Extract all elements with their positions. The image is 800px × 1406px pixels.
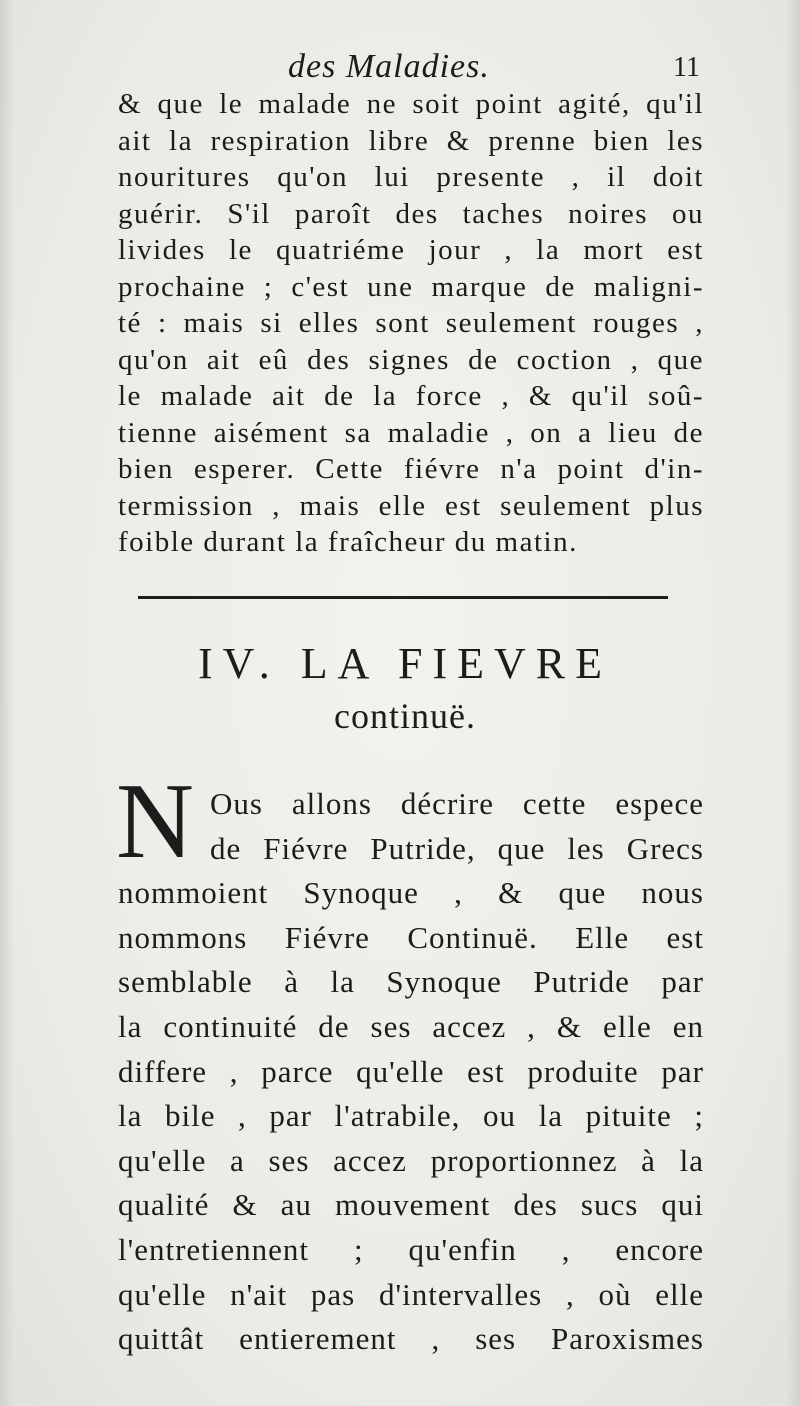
- text-line: livides le quatriéme jour , la mort est: [118, 234, 704, 266]
- text-line: qu'elle n'ait pas d'intervalles , où elle: [118, 1276, 704, 1312]
- text-line: guérir. S'il paroît des taches noires ou: [118, 197, 704, 230]
- body-paragraph: [118, 782, 704, 1362]
- text-line: nommons Fiévre Continuë. Elle est: [118, 919, 704, 955]
- text-line: quittât entierement , ses Paroxismes: [118, 1321, 704, 1357]
- page-edge-left: [0, 0, 14, 1406]
- text-line: qu'on ait eû des signes de coction , que: [118, 343, 704, 376]
- text-line: Ous allons décrire cette espece: [210, 786, 704, 821]
- text-line: le malade ait de la force , & qu'il soû-: [118, 380, 704, 412]
- text-line: la continuité de ses accez , & elle en: [118, 1008, 704, 1044]
- running-title: des Maladies.: [288, 48, 490, 85]
- text-line: té : mais si elles sont seulement rouges ,: [118, 307, 704, 339]
- text-line: tienne aisément sa maladie , on a lieu de: [118, 416, 704, 449]
- text-line: ait la respiration libre & prenne bien les: [118, 124, 704, 157]
- section-divider-rule: [138, 596, 668, 599]
- page-edge-right: [786, 0, 800, 1406]
- continued-paragraph: [118, 86, 704, 561]
- text-line: l'entretiennent ; qu'enfin , encore: [118, 1231, 704, 1267]
- text-line: foible durant la fraîcheur du matin.: [118, 526, 578, 558]
- text-line: semblable à la Synoque Putride par: [118, 964, 704, 1000]
- page-number: 11: [673, 52, 700, 83]
- text-line: prochaine ; c'est une marque de maligni-: [118, 270, 704, 303]
- section-subheading: continuë.: [334, 696, 476, 736]
- text-line: la bile , par l'atrabile, ou la pituite ;: [118, 1098, 704, 1134]
- text-line: & que le malade ne soit point agité, qu'il: [118, 88, 704, 120]
- section-heading: IV. LA FIEVRE: [198, 639, 612, 688]
- text-line: qualité & au mouvement des sucs qui: [118, 1187, 704, 1223]
- drop-cap: N: [116, 762, 194, 881]
- text-line: bien esperer. Cette fiévre n'a point d'in-: [118, 453, 704, 485]
- text-line: nommoient Synoque , & que nous: [118, 875, 704, 911]
- text-line: nouritures qu'on lui presente , il doit: [118, 161, 704, 193]
- text-line: de Fiévre Putride, que les Grecs: [210, 830, 704, 866]
- text-line: termission , mais elle est seulement plus: [118, 489, 704, 522]
- text-line: qu'elle a ses accez proportionnez à la: [118, 1142, 704, 1178]
- text-line: differe , parce qu'elle est produite par: [118, 1053, 704, 1089]
